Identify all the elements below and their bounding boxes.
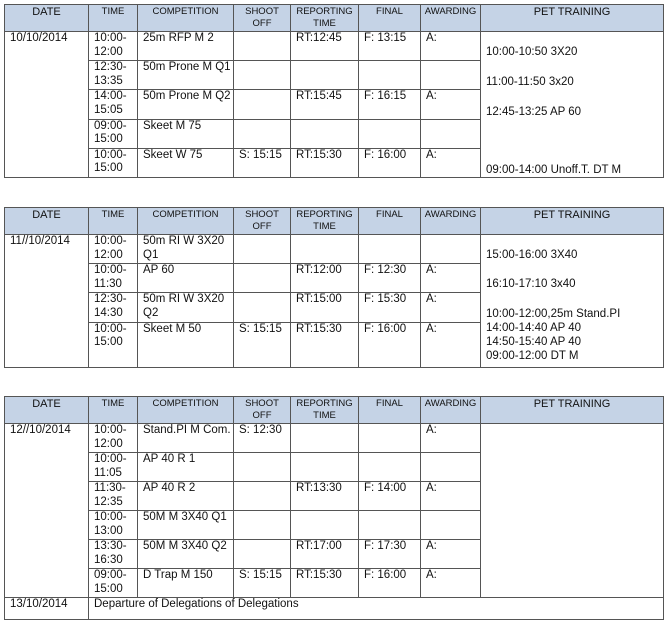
time-cell: 10:00-15:00: [89, 148, 138, 177]
competition-cell: 50m RI W 3X20 Q1: [138, 235, 234, 264]
header-time: TIME: [89, 208, 138, 235]
awarding-cell: A:: [421, 540, 481, 569]
pet-training-line: 11:00-11:50 3x20: [486, 76, 574, 88]
time-cell: 10:00-12:00: [89, 424, 138, 453]
header-reporting-time: REPORTING TIME: [291, 5, 359, 32]
header-final: FINAL: [359, 397, 421, 424]
awarding-cell: A:: [421, 90, 481, 119]
pet-training-line: 14:00-14:40 AP 40: [486, 322, 582, 334]
header-date: DATE: [5, 208, 89, 235]
competition-cell: 50m RI W 3X20 Q2: [138, 293, 234, 322]
shoot-off-cell: S: 15:15: [234, 322, 291, 367]
reporting-cell: RT:15:30: [291, 322, 359, 367]
competition-cell: 50m Prone M Q1: [138, 61, 234, 90]
pet-training-line: 16:10-17:10 3x40: [486, 278, 576, 290]
date-cell: 10/10/2014: [5, 32, 89, 178]
shoot-off-cell: [234, 482, 291, 511]
final-cell: F: 14:00: [359, 482, 421, 511]
final-cell: F: 16:15: [359, 90, 421, 119]
awarding-cell: [421, 453, 481, 482]
header-competition: COMPETITION: [138, 208, 234, 235]
pet-training-cell: [481, 32, 664, 178]
time-cell: 13:30-16:30: [89, 540, 138, 569]
reporting-cell: RT:12:00: [291, 264, 359, 293]
awarding-cell: [421, 235, 481, 264]
header-time: TIME: [89, 397, 138, 424]
competition-cell: 50m Prone M Q2: [138, 90, 234, 119]
competition-cell: 50M M 3X40 Q1: [138, 511, 234, 540]
competition-cell: 25m RFP M 2: [138, 32, 234, 61]
awarding-cell: A:: [421, 148, 481, 177]
reporting-cell: [291, 511, 359, 540]
header-awarding: AWARDING: [421, 208, 481, 235]
header-shoot-off: SHOOT OFF: [234, 5, 291, 32]
reporting-cell: [291, 453, 359, 482]
shoot-off-cell: [234, 90, 291, 119]
awarding-cell: [421, 61, 481, 90]
reporting-cell: RT:15:30: [291, 148, 359, 177]
final-cell: [359, 453, 421, 482]
shoot-off-cell: [234, 61, 291, 90]
pet-training-cell: [481, 424, 664, 598]
shoot-off-cell: [234, 235, 291, 264]
header-row: [5, 397, 664, 424]
awarding-cell: [421, 119, 481, 148]
awarding-cell: A:: [421, 322, 481, 367]
schedule-table-day-1: [4, 4, 664, 178]
awarding-cell: A:: [421, 569, 481, 598]
competition-cell: AP 40 R 1: [138, 453, 234, 482]
reporting-cell: RT:15:30: [291, 569, 359, 598]
header-row: [5, 5, 664, 32]
header-reporting-time: REPORTING TIME: [291, 397, 359, 424]
pet-training-line: 10:00-12:00,25m Stand.PI: [486, 308, 621, 320]
pet-training-line: 10:00-10:50 3X20: [486, 46, 578, 58]
time-cell: 10:00-12:00: [89, 235, 138, 264]
shoot-off-cell: S: 12:30: [234, 424, 291, 453]
time-cell: 12:30-14:30: [89, 293, 138, 322]
time-cell: 09:00-15:00: [89, 119, 138, 148]
header-reporting-time: REPORTING TIME: [291, 208, 359, 235]
awarding-cell: A:: [421, 482, 481, 511]
time-cell: 10:00-12:00: [89, 32, 138, 61]
reporting-cell: RT:13:30: [291, 482, 359, 511]
header-pet-training: PET TRAINING: [481, 397, 664, 424]
header-competition: COMPETITION: [138, 5, 234, 32]
time-cell: 09:00-15:00: [89, 569, 138, 598]
header-row: [5, 208, 664, 235]
table-row: [5, 235, 664, 264]
header-competition: COMPETITION: [138, 397, 234, 424]
time-cell: 10:00-13:00: [89, 511, 138, 540]
time-cell: 14:00-15:05: [89, 90, 138, 119]
departure-date: 13/10/2014: [5, 598, 89, 620]
awarding-cell: A:: [421, 293, 481, 322]
shoot-off-cell: [234, 119, 291, 148]
reporting-cell: [291, 235, 359, 264]
competition-cell: Skeet M 50: [138, 322, 234, 367]
final-cell: F: 16:00: [359, 569, 421, 598]
header-time: TIME: [89, 5, 138, 32]
reporting-cell: RT:15:00: [291, 293, 359, 322]
header-date: DATE: [5, 397, 89, 424]
departure-row: [5, 598, 664, 620]
awarding-cell: [421, 511, 481, 540]
final-cell: F: 12:30: [359, 264, 421, 293]
reporting-cell: [291, 424, 359, 453]
competition-cell: AP 60: [138, 264, 234, 293]
time-cell: 12:30-13:35: [89, 61, 138, 90]
pet-training-line: 12:45-13:25 AP 60: [486, 106, 582, 118]
competition-cell: Skeet M 75: [138, 119, 234, 148]
header-final: FINAL: [359, 208, 421, 235]
shoot-off-cell: [234, 540, 291, 569]
schedule-table-day-2: [4, 207, 664, 368]
header-shoot-off: SHOOT OFF: [234, 397, 291, 424]
shoot-off-cell: [234, 32, 291, 61]
time-cell: 11:30-12:35: [89, 482, 138, 511]
shoot-off-cell: [234, 293, 291, 322]
competition-cell: D Trap M 150: [138, 569, 234, 598]
awarding-cell: A:: [421, 32, 481, 61]
table-row: [5, 424, 664, 453]
shoot-off-cell: [234, 511, 291, 540]
shoot-off-cell: S: 15:15: [234, 148, 291, 177]
header-pet-training: PET TRAINING: [481, 208, 664, 235]
reporting-cell: [291, 119, 359, 148]
reporting-cell: RT:15:45: [291, 90, 359, 119]
competition-cell: 50M M 3X40 Q2: [138, 540, 234, 569]
competition-cell: Stand.PI M Com.: [138, 424, 234, 453]
final-cell: F: 16:00: [359, 148, 421, 177]
header-date: DATE: [5, 5, 89, 32]
shoot-off-cell: S: 15:15: [234, 569, 291, 598]
awarding-cell: A:: [421, 264, 481, 293]
competition-cell: AP 40 R 2: [138, 482, 234, 511]
shoot-off-cell: [234, 453, 291, 482]
final-cell: F: 17:30: [359, 540, 421, 569]
final-cell: [359, 119, 421, 148]
time-cell: 10:00-11:30: [89, 264, 138, 293]
final-cell: [359, 424, 421, 453]
time-cell: 10:00-11:05: [89, 453, 138, 482]
final-cell: F: 16:00: [359, 322, 421, 367]
header-awarding: AWARDING: [421, 397, 481, 424]
pet-training-line: 15:00-16:00 3X40: [486, 249, 578, 261]
reporting-cell: [291, 61, 359, 90]
time-cell: 10:00-15:00: [89, 322, 138, 367]
departure-text: Departure of Delegations of Delegations: [89, 598, 664, 620]
awarding-cell: A:: [421, 424, 481, 453]
header-final: FINAL: [359, 5, 421, 32]
competition-cell: Skeet W 75: [138, 148, 234, 177]
header-shoot-off: SHOOT OFF: [234, 208, 291, 235]
table-row: [5, 32, 664, 61]
pet-training-line: 09:00-12:00 DT M: [486, 350, 579, 362]
header-awarding: AWARDING: [421, 5, 481, 32]
reporting-cell: RT:12:45: [291, 32, 359, 61]
pet-training-line: 14:50-15:40 AP 40: [486, 336, 582, 348]
reporting-cell: RT:17:00: [291, 540, 359, 569]
header-pet-training: PET TRAINING: [481, 5, 664, 32]
schedule-table-day-3: [4, 396, 664, 620]
final-cell: F: 15:30: [359, 293, 421, 322]
shoot-off-cell: [234, 264, 291, 293]
final-cell: F: 13:15: [359, 32, 421, 61]
pet-training-line: 09:00-14:00 Unoff.T. DT M: [486, 164, 622, 176]
pet-training-cell: [481, 235, 664, 368]
final-cell: [359, 511, 421, 540]
final-cell: [359, 61, 421, 90]
date-cell: 12//10/2014: [5, 424, 89, 598]
date-cell: 11//10/2014: [5, 235, 89, 368]
final-cell: [359, 235, 421, 264]
